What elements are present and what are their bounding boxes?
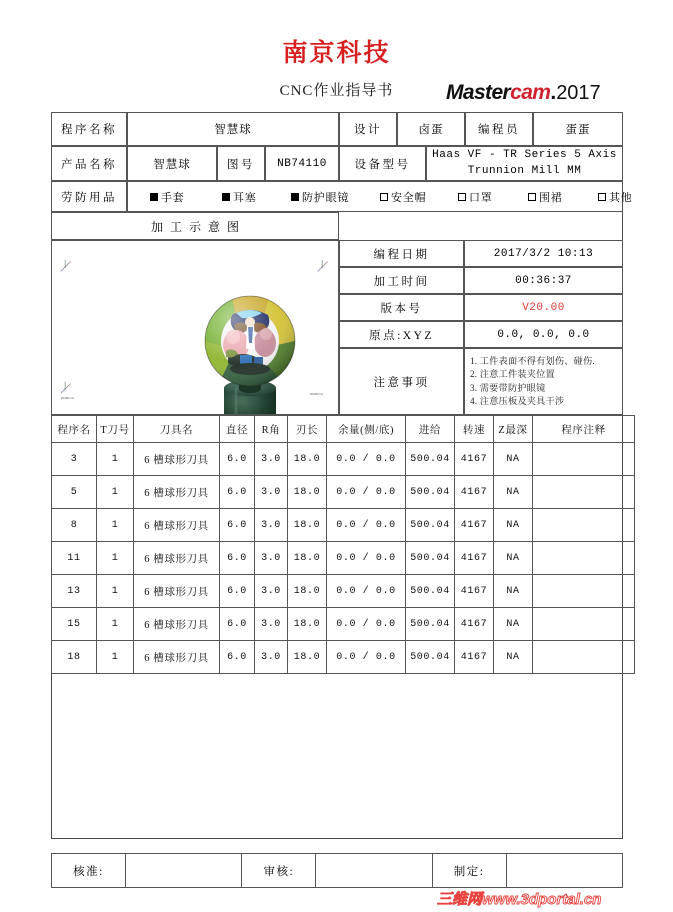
tool-cell-flute-len: 18.0: [288, 476, 327, 509]
tool-cell-z-depth: NA: [494, 641, 533, 674]
tool-cell-diameter: 6.0: [220, 608, 255, 641]
tool-table-header-row: [52, 416, 635, 443]
tool-cell-corner-r: 3.0: [255, 575, 288, 608]
tool-cell-program: 5: [52, 476, 97, 509]
tool-cell-tool-no: 1: [97, 443, 134, 476]
tool-table-col-header: 刀具名: [134, 416, 220, 443]
tool-cell-tool-name: 6 槽球形刀具: [134, 575, 220, 608]
tool-cell-tool-no: 1: [97, 509, 134, 542]
tool-cell-program: 15: [52, 608, 97, 641]
ppe-item-label: 手套: [161, 191, 185, 204]
tool-cell-flute-len: 18.0: [288, 509, 327, 542]
table-row[interactable]: [52, 443, 635, 476]
tool-cell-comment: [533, 608, 635, 641]
prepare-signature-field[interactable]: [507, 854, 622, 887]
tool-cell-program: 11: [52, 542, 97, 575]
tool-cell-feed: 500.04: [406, 641, 455, 674]
tool-cell-z-depth: NA: [494, 575, 533, 608]
logo-dot: .: [550, 81, 557, 104]
ppe-item-label: 其他: [609, 191, 633, 204]
tool-cell-tool-no: 1: [97, 476, 134, 509]
ppe-checkbox-3[interactable]: [291, 189, 349, 205]
machine-model-value: [426, 146, 623, 181]
logo-year: 2017: [556, 82, 601, 104]
axis-gizmo-bottom-left-icon: [58, 379, 76, 397]
tool-cell-z-depth: NA: [494, 509, 533, 542]
machine-model-line2: Trunnion Mill MM: [467, 164, 582, 177]
tool-cell-tool-no: 1: [97, 575, 134, 608]
axis-gizmo-top-left-icon: [58, 257, 76, 275]
tool-cell-stock: 0.0 / 0.0: [327, 509, 406, 542]
prepare-label: 制定:: [433, 854, 507, 887]
tool-cell-feed: 500.04: [406, 608, 455, 641]
program-name-label: 程序名称: [51, 112, 127, 146]
workpiece-3d-model: [192, 285, 308, 415]
tool-cell-program: 18: [52, 641, 97, 674]
logo-master-text: Master: [446, 81, 511, 104]
note-line-3: 3. 需要带防护眼镜: [470, 382, 546, 393]
tool-cell-stock: 0.0 / 0.0: [327, 608, 406, 641]
tool-cell-z-depth: NA: [494, 443, 533, 476]
tool-cell-tool-no: 1: [97, 641, 134, 674]
scale-note-left: 20.000 mm: [61, 397, 74, 400]
notes-list: [464, 348, 623, 415]
tool-cell-corner-r: 3.0: [255, 641, 288, 674]
drawing-title: 加工示意图: [51, 212, 339, 240]
ppe-checkbox-6[interactable]: [528, 189, 563, 205]
design-value: 卤蛋: [397, 112, 465, 146]
origin-label: 原点:XYZ: [339, 321, 464, 348]
tool-cell-corner-r: 3.0: [255, 443, 288, 476]
logo-cam-text: cam: [510, 81, 551, 104]
signature-row: [51, 853, 623, 888]
tool-cell-diameter: 6.0: [220, 443, 255, 476]
tool-cell-comment: [533, 476, 635, 509]
tool-cell-speed: 4167: [455, 476, 494, 509]
checkbox-checked-icon: [150, 193, 158, 201]
approve-signature-field[interactable]: [126, 854, 242, 887]
tool-table-col-header: Z最深: [494, 416, 533, 443]
tool-cell-comment: [533, 542, 635, 575]
version-value: V20.00: [464, 294, 623, 321]
tool-table-col-header: 程序名: [52, 416, 97, 443]
tool-cell-program: 3: [52, 443, 97, 476]
tool-cell-flute-len: 18.0: [288, 542, 327, 575]
tool-cell-comment: [533, 575, 635, 608]
programming-date-value: 2017/3/2 10:13: [464, 240, 623, 267]
tool-cell-speed: 4167: [455, 608, 494, 641]
product-name-label: 产品名称: [51, 146, 127, 181]
ppe-checkbox-row: [127, 181, 633, 212]
tool-cell-corner-r: 3.0: [255, 608, 288, 641]
scale-note-right: 20.000 mm: [310, 393, 323, 396]
tool-cell-tool-name: 6 槽球形刀具: [134, 509, 220, 542]
tool-cell-z-depth: NA: [494, 542, 533, 575]
tool-cell-feed: 500.04: [406, 509, 455, 542]
ppe-checkbox-5[interactable]: [458, 189, 493, 205]
table-row[interactable]: [52, 509, 635, 542]
tool-table-col-header: 转速: [455, 416, 494, 443]
note-line-1: 1. 工件表面不得有划伤、碰伤.: [470, 355, 595, 366]
tool-cell-speed: 4167: [455, 443, 494, 476]
company-title: 南京科技: [282, 38, 391, 67]
ppe-checkbox-7[interactable]: [598, 189, 633, 205]
note-line-4: 4. 注意压板及夹具干涉: [470, 396, 565, 406]
table-row[interactable]: [52, 542, 635, 575]
tool-cell-speed: 4167: [455, 509, 494, 542]
tool-cell-speed: 4167: [455, 641, 494, 674]
version-label: 版本号: [339, 294, 464, 321]
checkbox-checked-icon: [291, 193, 299, 201]
design-label: 设计: [339, 112, 397, 146]
drawing-no-value: NB74110: [265, 146, 339, 181]
tool-cell-feed: 500.04: [406, 443, 455, 476]
tool-cell-feed: 500.04: [406, 476, 455, 509]
tool-cell-flute-len: 18.0: [288, 575, 327, 608]
tool-cell-z-depth: NA: [494, 476, 533, 509]
program-name-value: 智慧球: [127, 112, 339, 146]
ppe-item-label: 口罩: [469, 191, 493, 204]
tool-cell-corner-r: 3.0: [255, 476, 288, 509]
notes-label: 注意事项: [339, 348, 464, 415]
table-row[interactable]: [52, 575, 635, 608]
checkbox-empty-icon: [380, 193, 388, 201]
tool-cell-tool-no: 1: [97, 542, 134, 575]
tool-cell-stock: 0.0 / 0.0: [327, 443, 406, 476]
ppe-item-label: 防护眼镜: [302, 191, 350, 204]
tool-cell-flute-len: 18.0: [288, 443, 327, 476]
ppe-checkbox-2[interactable]: [222, 189, 257, 205]
tool-cell-diameter: 6.0: [220, 641, 255, 674]
note-line-2: 2. 注意工件装夹位置: [470, 369, 555, 379]
tool-table-col-header: R角: [255, 416, 288, 443]
ppe-item-label: 围裙: [539, 191, 563, 204]
tool-cell-tool-name: 6 槽球形刀具: [134, 476, 220, 509]
tool-cell-speed: 4167: [455, 575, 494, 608]
tool-cell-diameter: 6.0: [220, 509, 255, 542]
tool-cell-diameter: 6.0: [220, 542, 255, 575]
tool-cell-corner-r: 3.0: [255, 542, 288, 575]
tool-cell-stock: 0.0 / 0.0: [327, 641, 406, 674]
tool-cell-program: 13: [52, 575, 97, 608]
checkbox-empty-icon: [598, 193, 606, 201]
tool-cell-tool-no: 1: [97, 608, 134, 641]
tool-cell-flute-len: 18.0: [288, 608, 327, 641]
tool-table-col-header: T刀号: [97, 416, 134, 443]
ppe-label: 劳防用品: [51, 181, 127, 212]
machining-time-value: 00:36:37: [464, 267, 623, 294]
tool-cell-z-depth: NA: [494, 608, 533, 641]
tool-table-col-header: 余量(侧/底): [327, 416, 406, 443]
origin-value: 0.0, 0.0, 0.0: [464, 321, 623, 348]
ppe-item-label: 耳塞: [233, 191, 257, 204]
review-signature-field[interactable]: [316, 854, 432, 887]
tool-table-col-header: 刃长: [288, 416, 327, 443]
tool-table-col-header: 程序注释: [533, 416, 635, 443]
programming-date-label: 编程日期: [339, 240, 464, 267]
document-title: CNC作业指导书: [279, 83, 394, 99]
tool-list-table: [51, 415, 635, 674]
machining-time-label: 加工时间: [339, 267, 464, 294]
tool-cell-feed: 500.04: [406, 542, 455, 575]
tool-cell-speed: 4167: [455, 542, 494, 575]
tool-cell-comment: [533, 509, 635, 542]
programmer-value: 蛋蛋: [533, 112, 623, 146]
table-row[interactable]: [52, 476, 635, 509]
tool-cell-program: 8: [52, 509, 97, 542]
tool-cell-comment: [533, 443, 635, 476]
tool-cell-comment: [533, 641, 635, 674]
drawing-no-label: 图号: [217, 146, 265, 181]
checkbox-empty-icon: [528, 193, 536, 201]
product-name-value: 智慧球: [127, 146, 217, 181]
tool-cell-corner-r: 3.0: [255, 509, 288, 542]
tool-cell-stock: 0.0 / 0.0: [327, 542, 406, 575]
tool-cell-tool-name: 6 槽球形刀具: [134, 443, 220, 476]
drawing-preview-pane: [51, 240, 339, 415]
ppe-item-label: 安全帽: [391, 191, 427, 204]
tool-cell-flute-len: 18.0: [288, 641, 327, 674]
tool-cell-diameter: 6.0: [220, 575, 255, 608]
tool-cell-feed: 500.04: [406, 575, 455, 608]
table-row[interactable]: [52, 641, 635, 674]
mastercam-logo: [446, 82, 601, 103]
programmer-label: 编程员: [465, 112, 533, 146]
tool-table-body: [52, 443, 635, 674]
table-row[interactable]: [52, 608, 635, 641]
site-watermark: 三维网www.3dportal.cn: [437, 891, 602, 908]
ppe-checkbox-1[interactable]: [150, 189, 185, 205]
ppe-checkbox-4[interactable]: [380, 189, 426, 205]
tool-cell-tool-name: 6 槽球形刀具: [134, 608, 220, 641]
checkbox-empty-icon: [458, 193, 466, 201]
tool-table-col-header: 进给: [406, 416, 455, 443]
tool-cell-stock: 0.0 / 0.0: [327, 476, 406, 509]
machine-model-line1: Haas VF - TR Series 5 Axis: [432, 148, 617, 161]
tool-table-col-header: 直径: [220, 416, 255, 443]
approve-label: 核准:: [52, 854, 126, 887]
tool-cell-tool-name: 6 槽球形刀具: [134, 542, 220, 575]
checkbox-checked-icon: [222, 193, 230, 201]
review-label: 审核:: [242, 854, 316, 887]
machine-model-label: 设备型号: [339, 146, 426, 181]
axis-gizmo-top-right-icon: [315, 257, 333, 275]
tool-cell-diameter: 6.0: [220, 476, 255, 509]
tool-cell-stock: 0.0 / 0.0: [327, 575, 406, 608]
tool-cell-tool-name: 6 槽球形刀具: [134, 641, 220, 674]
